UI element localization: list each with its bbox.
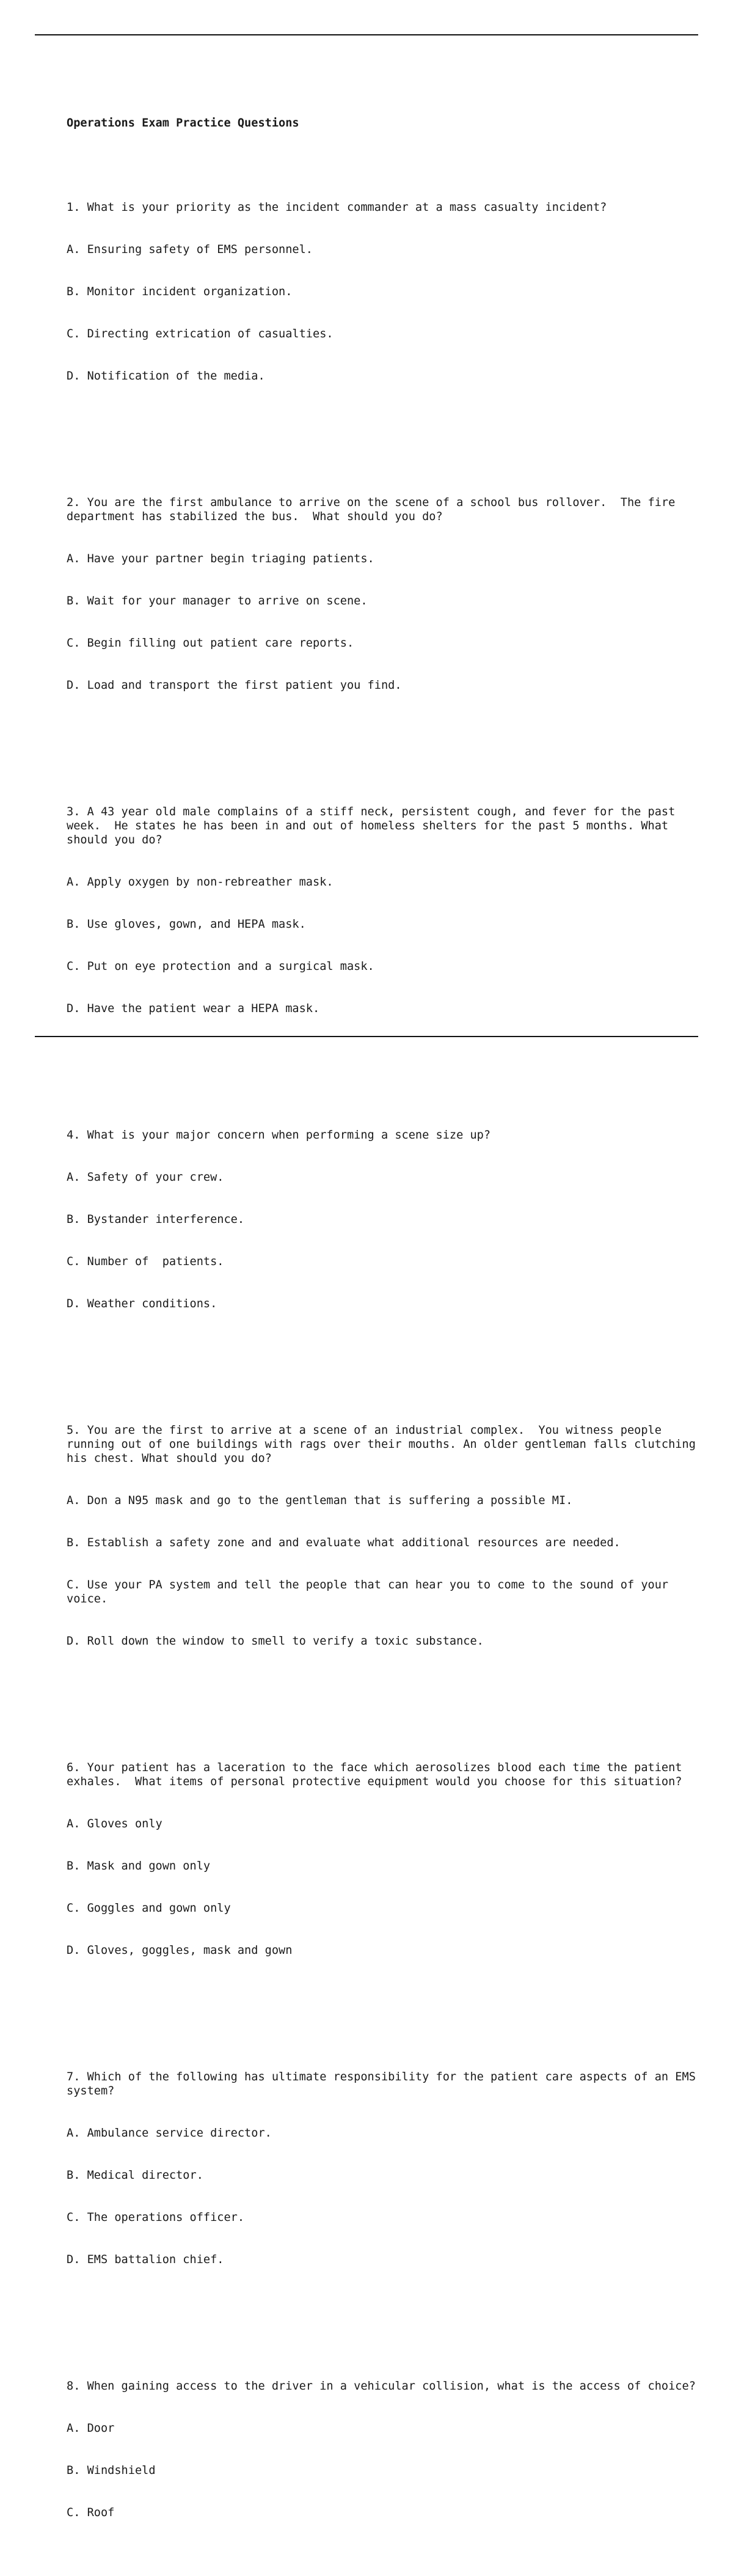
question-2 [67,468,696,721]
answer-option-c: C. The operations officer. [67,2211,245,2224]
question-text: 6. Your patient has a laceration to the face which aerosolizes blood each time the patient exhales. What items of personal protective equipment would you choose for this situation? [67,1761,689,1788]
question-3 [67,777,696,1044]
question-text: 2. You are the first ambulance to arrive on the scene of a school bus rollover. The fire department has stabilized the bus. What should you do? [67,496,682,523]
answer-option-d: D. Notification of the media. [67,370,265,383]
answer-option-c: C. Goggles and gown only [67,1902,231,1915]
question-1 [67,172,696,411]
answer-option-a: A. Ambulance service director. [67,2127,272,2140]
question-text: 8. When gaining access to the driver in a vehicular collision, what is the access of choice? [67,2380,696,2393]
answer-option-d: D. Gloves, goggles, mask and gown [67,1944,293,1957]
answer-option-b: B. Medical director. [67,2169,203,2182]
answer-option-b: B. Bystander interference. [67,1213,245,1226]
document-title: Operations Exam Practice Questions [67,117,299,130]
answer-option-b: B. Windshield [67,2464,156,2477]
question-4 [67,1100,696,1339]
bottom-divider [35,1036,698,1037]
answer-option-b: B. Monitor incident organization. [67,285,293,298]
answer-option-a: A. Apply oxygen by non-rebreather mask. [67,876,334,889]
question-text: 7. Which of the following has ultimate responsibility for the patient care aspects of an EMS system? [67,2071,703,2097]
question-8 [67,2351,696,2548]
question-text: 1. What is your priority as the incident commander at a mass casualty incident? [67,201,607,214]
answer-option-a: A. Door [67,2422,115,2435]
answer-option-a: A. Gloves only [67,1818,162,1830]
answer-option-d: D. Have the patient wear a HEPA mask. [67,1002,320,1015]
question-7 [67,2042,703,2295]
answer-option-d: D. Load and transport the first patient you find. [67,679,402,692]
answer-option-a: A. Safety of your crew. [67,1171,224,1184]
answer-option-c: C. Begin filling out patient care reports. [67,637,354,650]
top-divider [35,34,698,35]
answer-option-c: C. Roof [67,2506,115,2519]
answer-option-c: C. Use your PA system and tell the people that can hear you to come to the sound of your voice. [67,1579,676,1605]
question-text: 5. You are the first to arrive at a scene of an industrial complex. You witness people running out of one buildings with rags over their mouths. An older gentleman falls clutching his chest. What should you do? [67,1424,703,1465]
answer-option-a: A. Have your partner begin triaging patients. [67,552,374,565]
answer-option-d: D. EMS battalion chief. [67,2253,224,2266]
answer-option-a: A. Don a N95 mask and go to the gentleman that is suffering a possible MI. [67,1494,573,1507]
answer-option-d: D. Weather conditions. [67,1297,217,1310]
question-6 [67,1733,696,1986]
answer-option-c: C. Directing extrication of casualties. [67,328,334,340]
answer-option-a: A. Ensuring safety of EMS personnel. [67,243,313,256]
answer-option-b: B. Establish a safety zone and and evaluate what additional resources are needed. [67,1536,621,1549]
document-body [67,88,703,2576]
question-text: 4. What is your major concern when performing a scene size up? [67,1129,491,1142]
answer-option-c: C. Number of patients. [67,1255,224,1268]
answer-option-b: B. Use gloves, gown, and HEPA mask. [67,918,306,931]
question-5 [67,1395,703,1676]
answer-option-c: C. Put on eye protection and a surgical mask. [67,960,374,973]
answer-option-d: D. Roll down the window to smell to verify a toxic substance. [67,1635,484,1648]
answer-option-b: B. Mask and gown only [67,1860,211,1873]
question-text: 3. A 43 year old male complains of a stiff neck, persistent cough, and fever for the past week. He states he has been in and out of homeless shelters for the past 5 months. What should you do? [67,805,682,846]
answer-option-b: B. Wait for your manager to arrive on scene. [67,595,368,607]
